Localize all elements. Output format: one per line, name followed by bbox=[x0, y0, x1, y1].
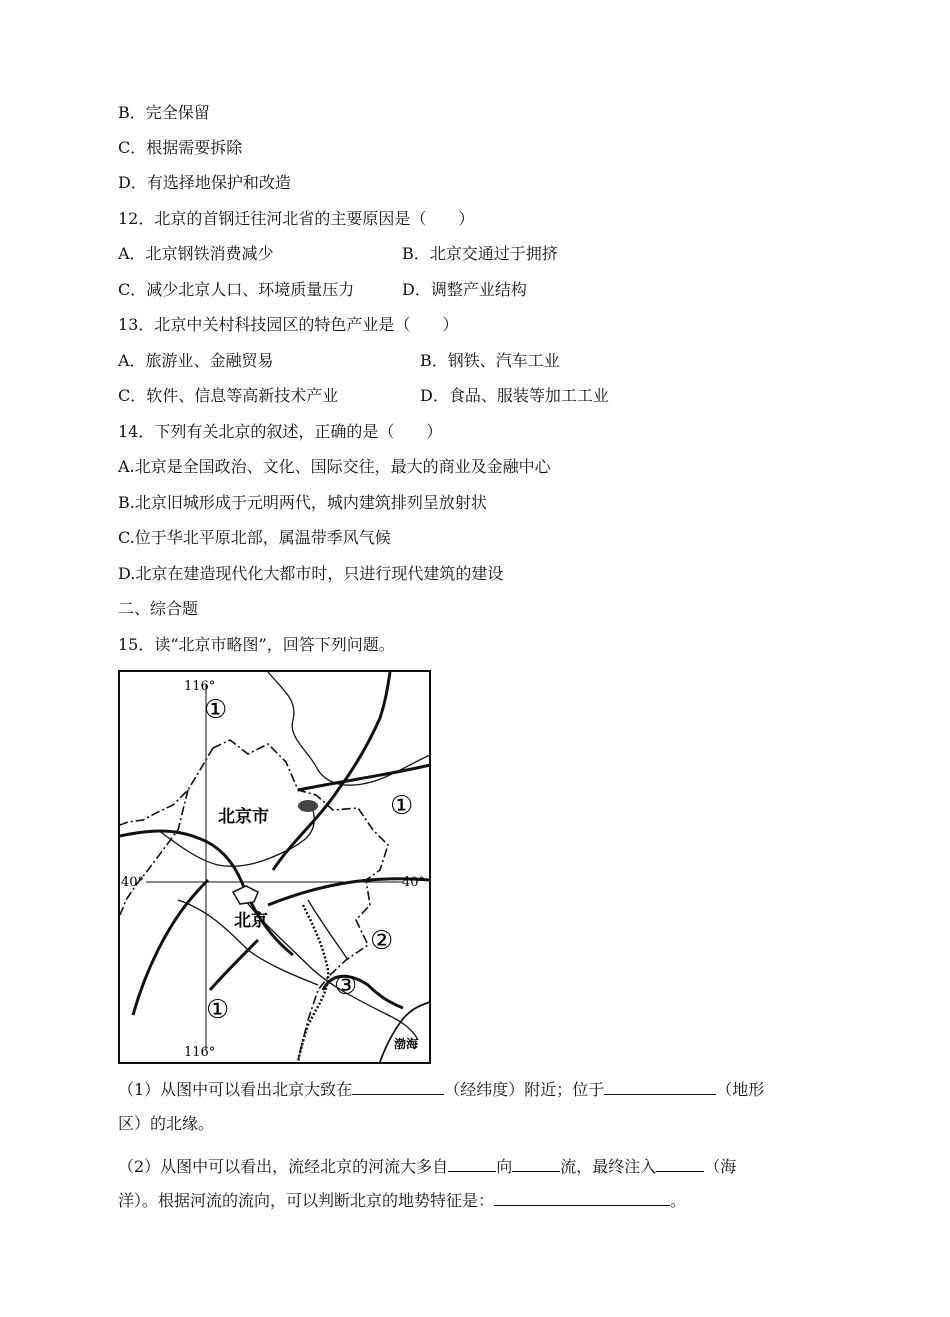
q13-option-d: D．食品、服装等加工工业 bbox=[420, 386, 609, 405]
sq2-text-d: （海 bbox=[704, 1157, 737, 1176]
sq2-text-c: 流，最终注入 bbox=[560, 1157, 657, 1176]
q14-option-a: A.北京是全国政治、文化、国际交往，最大的商业及金融中心 bbox=[118, 457, 551, 476]
q12-option-d: D．调整产业结构 bbox=[402, 280, 527, 299]
q13-option-a: A．旅游业、金融贸易 bbox=[118, 351, 274, 370]
sub-question-2 bbox=[118, 1150, 838, 1218]
sq1-text-c: （地形 bbox=[716, 1080, 765, 1099]
beijing-sketch-map bbox=[118, 670, 431, 1064]
option-c-demolish: C．根据需要拆除 bbox=[118, 138, 243, 157]
sq2-blank-from[interactable] bbox=[448, 1155, 496, 1172]
sq1-blank-latlon[interactable] bbox=[352, 1078, 444, 1095]
option-b-preserve: B．完全保留 bbox=[118, 103, 210, 122]
sq1-text-b: （经纬度）附近；位于 bbox=[444, 1080, 605, 1099]
mark-1-north: ① bbox=[204, 695, 228, 725]
reservoir bbox=[298, 800, 318, 812]
question-13: 13．北京中关村科技园区的特色产业是（ ） bbox=[118, 315, 459, 334]
sq1-blank-landform[interactable] bbox=[604, 1078, 716, 1095]
q13-option-c: C．软件、信息等高新技术产业 bbox=[118, 386, 339, 405]
mark-3: ③ bbox=[334, 971, 358, 1001]
q13-option-b: B．钢铁、汽车工业 bbox=[420, 351, 560, 370]
q12-option-b: B．北京交通过于拥挤 bbox=[402, 244, 558, 263]
sub-question-1 bbox=[118, 1073, 838, 1141]
question-14: 14．下列有关北京的叙述，正确的是（ ） bbox=[118, 422, 443, 441]
question-15: 15．读“北京市略图”，回答下列问题。 bbox=[118, 635, 395, 654]
q14-option-d: D.北京在建造现代化大都市时，只进行现代建筑的建设 bbox=[118, 564, 504, 583]
q12-option-a: A．北京钢铁消费减少 bbox=[118, 244, 274, 263]
sq2-blank-to[interactable] bbox=[512, 1155, 560, 1172]
lat-right-label: 40° bbox=[402, 875, 426, 890]
sq2-text-e: 洋）。根据河流的流向，可以判断北京的地势特征是： bbox=[118, 1191, 495, 1210]
sea-label: 渤海 bbox=[394, 1037, 419, 1051]
question-12: 12．北京的首钢迁往河北省的主要原因是（ ） bbox=[118, 209, 475, 228]
city-region-label: 北京市 bbox=[218, 807, 269, 827]
sq2-blank-sea[interactable] bbox=[656, 1155, 704, 1172]
section-heading: 二、综合题 bbox=[118, 599, 199, 618]
sq2-text-f: 。 bbox=[670, 1191, 687, 1210]
mark-1-south: ① bbox=[206, 995, 230, 1025]
sq2-blank-terrain[interactable] bbox=[494, 1189, 670, 1206]
sq1-text-a: （1）从图中可以看出北京大致在 bbox=[118, 1080, 353, 1099]
sq1-text-d: 区）的北缘。 bbox=[118, 1114, 215, 1133]
lon-top-label: 116° bbox=[184, 679, 216, 694]
lat-left-label: 40° bbox=[121, 875, 145, 890]
sq2-text-b: 向 bbox=[496, 1157, 513, 1176]
q12-option-c: C．减少北京人口、环境质量压力 bbox=[118, 280, 355, 299]
q14-option-c: C.位于华北平原北部，属温带季风气候 bbox=[118, 528, 391, 547]
q14-option-b: B.北京旧城形成于元明两代，城内建筑排列呈放射状 bbox=[118, 493, 487, 512]
sq2-text-a: （2）从图中可以看出，流经北京的河流大多自 bbox=[118, 1157, 449, 1176]
city-label: 北京 bbox=[234, 911, 268, 931]
mark-2: ② bbox=[370, 926, 394, 956]
lon-bottom-label: 116° bbox=[184, 1045, 216, 1060]
mark-1-east: ① bbox=[390, 791, 414, 821]
option-d-selective: D．有选择地保护和改造 bbox=[118, 173, 291, 192]
